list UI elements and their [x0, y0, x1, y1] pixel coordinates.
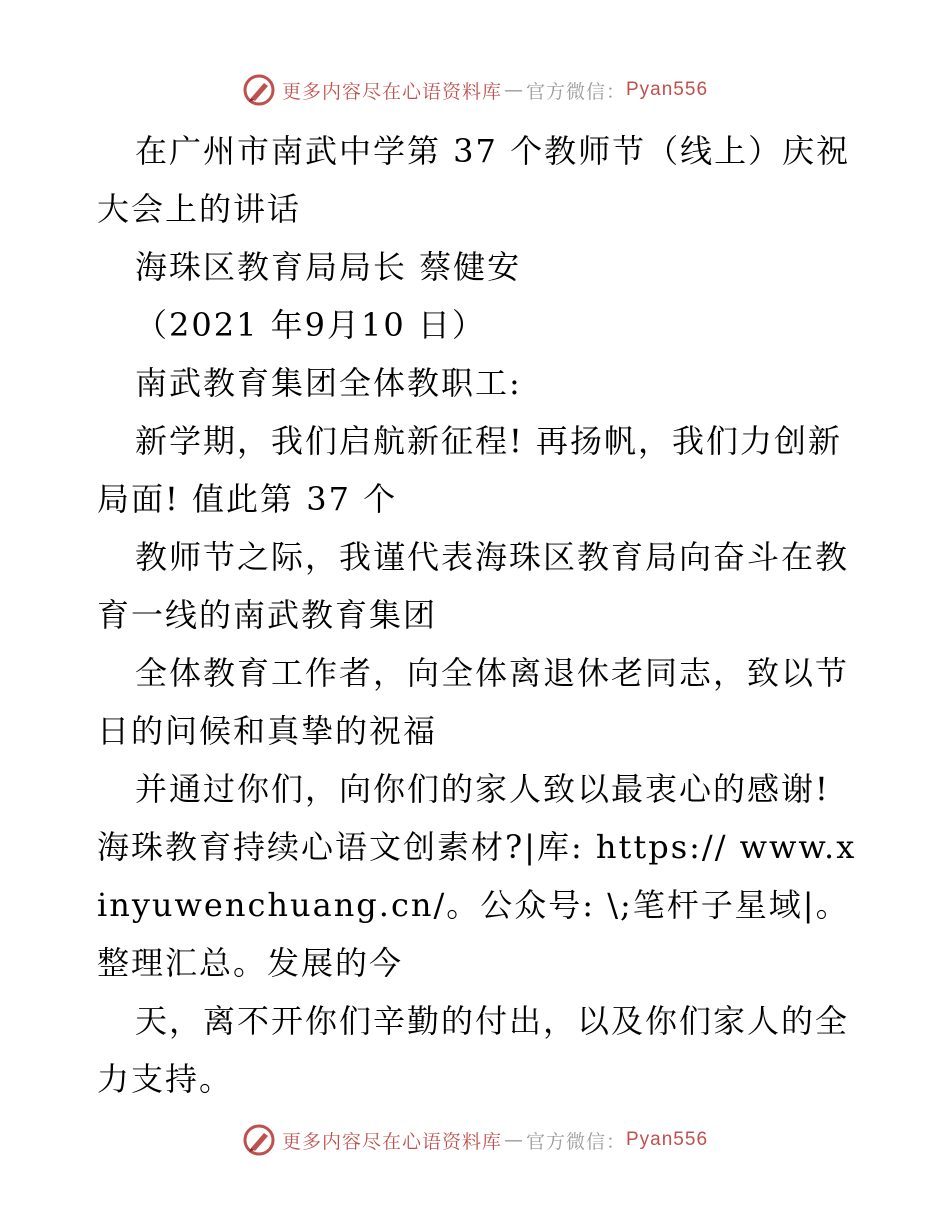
- watermark-handle: Pyan556: [626, 1129, 709, 1150]
- watermark-dash: —: [503, 79, 524, 101]
- watermark-official-label: 官方微信：: [525, 1130, 626, 1153]
- pen-logo-icon: [242, 73, 276, 107]
- footer-watermark: [0, 1120, 950, 1160]
- watermark-official-label: 官方微信：: [525, 80, 626, 103]
- body-paragraph: 并通过你们，向你们的家人致以最衷心的感谢! 海珠教育持续心语文创素材?|库: https:// www.xinyuwenchuang.cn/。公众号: \;笔杆子星域|。整理汇总。发展的今: [97, 770, 857, 982]
- body-paragraph: 新学期，我们启航新征程! 再扬帆，我们力创新局面! 值此第 37 个: [97, 422, 843, 518]
- body-paragraph: 教师节之际，我谨代表海珠区教育局向奋斗在教育一线的南武教育集团: [97, 538, 850, 634]
- watermark-handle: Pyan556: [626, 79, 709, 100]
- body-paragraph: 天，离不开你们辛勤的付出，以及你们家人的全力支持。: [97, 1002, 850, 1098]
- speaker-line: 海珠区教育局局长 蔡健安: [135, 248, 522, 286]
- pen-logo-icon: [242, 1123, 276, 1157]
- salutation: 南武教育集团全体教职工:: [135, 364, 522, 402]
- header-watermark: [0, 70, 950, 110]
- body-paragraph: 全体教育工作者，向全体离退休老同志，致以节日的问候和真挚的祝福: [97, 654, 850, 750]
- speech-title: 在广州市南武中学第 37 个教师节（线上）庆祝大会上的讲话: [97, 132, 851, 228]
- document-body: [97, 122, 867, 1108]
- watermark-dash: —: [503, 1129, 524, 1151]
- watermark-brand: 更多内容尽在心语资料库: [281, 1130, 502, 1153]
- watermark-brand: 更多内容尽在心语资料库: [281, 80, 502, 103]
- date-line: （2021 年9月10 日）: [135, 306, 486, 344]
